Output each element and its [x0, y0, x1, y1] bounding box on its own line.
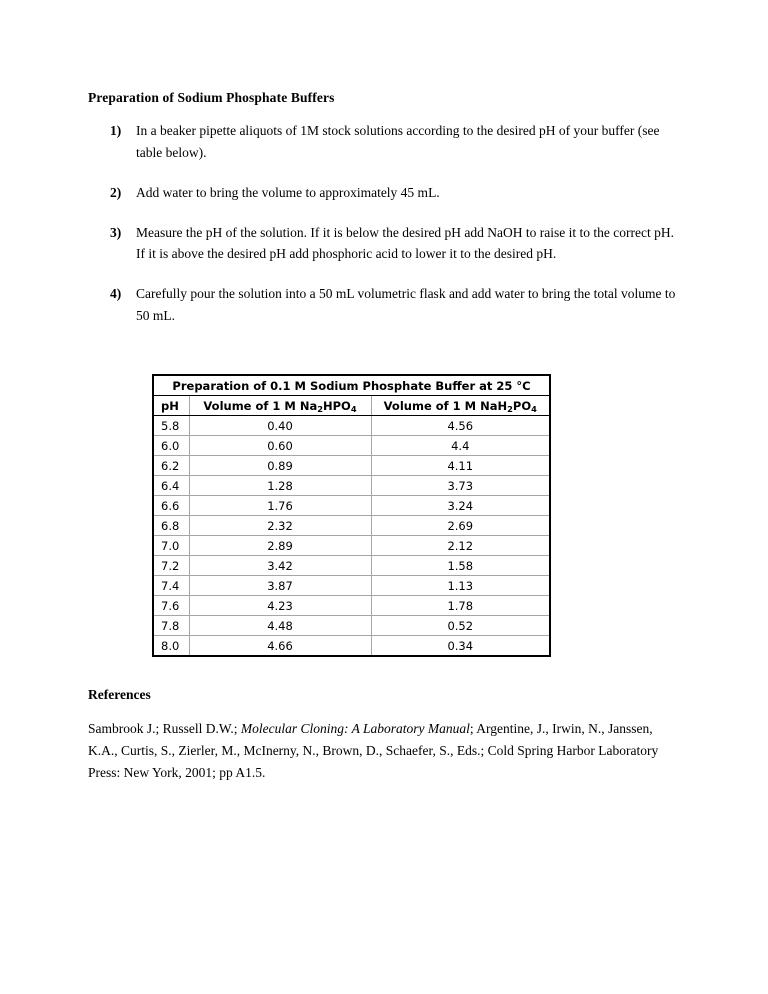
- cell-nah2po4: 1.78: [371, 596, 550, 616]
- list-item-marker: 3): [110, 224, 122, 240]
- table-row: [153, 516, 550, 536]
- cell-na2hpo4: 1.76: [189, 496, 371, 516]
- reference-publication-info: ; Argentine, J., Irwin, N., Janssen, K.A., Curtis, S., Zierler, M., McInerny, N., Brown, D., Schaefer, S., Eds.; Cold Spring Harbor Laboratory Press: New York, 2001; pp A1.5.: [88, 721, 659, 780]
- buffer-table-container: [152, 374, 549, 657]
- references-heading: References: [88, 687, 151, 702]
- list-item: [88, 120, 683, 164]
- table-row: [153, 456, 550, 476]
- cell-na2hpo4: 2.89: [189, 536, 371, 556]
- page-title: Preparation of Sodium Phosphate Buffers: [88, 90, 335, 105]
- cell-na2hpo4: 3.87: [189, 576, 371, 596]
- list-item: [88, 182, 683, 204]
- table-row: [153, 596, 550, 616]
- subscript-2: 2: [317, 403, 323, 414]
- table-row: [153, 636, 550, 657]
- cell-ph: 7.2: [153, 556, 189, 576]
- table-row: [153, 436, 550, 456]
- table-caption-row: [153, 375, 550, 396]
- cell-na2hpo4: 0.60: [189, 436, 371, 456]
- cell-na2hpo4: 2.32: [189, 516, 371, 536]
- table-row: [153, 576, 550, 596]
- cell-ph: 6.0: [153, 436, 189, 456]
- cell-ph: 7.0: [153, 536, 189, 556]
- table-row: [153, 556, 550, 576]
- list-item-text: In a beaker pipette aliquots of 1M stock solutions according to the desired pH of your buffer (see table below).: [136, 123, 660, 160]
- cell-nah2po4: 2.12: [371, 536, 550, 556]
- cell-na2hpo4: 0.89: [189, 456, 371, 476]
- cell-na2hpo4: 4.66: [189, 636, 371, 657]
- reference-title: Molecular Cloning: A Laboratory Manual: [240, 721, 470, 736]
- cell-na2hpo4: 3.42: [189, 556, 371, 576]
- cell-ph: 7.6: [153, 596, 189, 616]
- column-header-na2hpo4-prefix: Volume of 1 M Na: [203, 398, 318, 413]
- column-header-na2hpo4: [189, 396, 371, 416]
- column-header-nah2po4: [371, 396, 550, 416]
- cell-ph: 7.8: [153, 616, 189, 636]
- list-item-text: Measure the pH of the solution. If it is below the desired pH add NaOH to raise it to the correct pH. If it is above the desired pH add phosphoric acid to lower it to the desired pH.: [136, 224, 674, 262]
- procedure-list: [88, 120, 683, 345]
- table-row: [153, 416, 550, 436]
- cell-nah2po4: 3.73: [371, 476, 550, 496]
- column-header-ph: pH: [153, 396, 189, 416]
- cell-ph: 7.4: [153, 576, 189, 596]
- cell-ph: 5.8: [153, 416, 189, 436]
- column-header-nah2po4-prefix: Volume of 1 M NaH: [383, 398, 508, 413]
- reference-authors: Sambrook J.; Russell D.W.;: [88, 721, 241, 736]
- table-caption: Preparation of 0.1 M Sodium Phosphate Buffer at 25 °C: [153, 375, 550, 396]
- table-row: [153, 616, 550, 636]
- cell-nah2po4: 3.24: [371, 496, 550, 516]
- cell-na2hpo4: 4.48: [189, 616, 371, 636]
- cell-nah2po4: 1.58: [371, 556, 550, 576]
- reference-entry: [88, 718, 680, 784]
- table-row: [153, 496, 550, 516]
- column-header-nah2po4-mid: PO: [512, 398, 532, 413]
- buffer-table: [152, 374, 551, 657]
- cell-nah2po4: 0.52: [371, 616, 550, 636]
- list-item: [88, 222, 683, 266]
- cell-nah2po4: 0.34: [371, 636, 550, 657]
- column-header-na2hpo4-mid: HPO: [323, 398, 351, 413]
- table-row: [153, 536, 550, 556]
- cell-nah2po4: 4.56: [371, 416, 550, 436]
- cell-na2hpo4: 4.23: [189, 596, 371, 616]
- cell-ph: 6.8: [153, 516, 189, 536]
- cell-nah2po4: 1.13: [371, 576, 550, 596]
- subscript-2: 2: [507, 403, 513, 414]
- cell-ph: 8.0: [153, 636, 189, 657]
- cell-nah2po4: 2.69: [371, 516, 550, 536]
- cell-na2hpo4: 0.40: [189, 416, 371, 436]
- table-row: [153, 476, 550, 496]
- list-item-marker: 1): [110, 123, 122, 138]
- list-item-marker: 4): [110, 286, 122, 302]
- list-item-text: Carefully pour the solution into a 50 mL volumetric flask and add water to bring the total volume to 50 mL.: [136, 286, 676, 324]
- subscript-4: 4: [350, 403, 357, 414]
- cell-nah2po4: 4.4: [371, 436, 550, 456]
- cell-na2hpo4: 1.28: [189, 476, 371, 496]
- cell-ph: 6.6: [153, 496, 189, 516]
- cell-ph: 6.4: [153, 476, 189, 496]
- cell-ph: 6.2: [153, 456, 189, 476]
- subscript-4: 4: [531, 403, 537, 414]
- list-item: [88, 283, 683, 327]
- cell-nah2po4: 4.11: [371, 456, 550, 476]
- table-header-row: [153, 396, 550, 416]
- list-item-marker: 2): [110, 184, 122, 200]
- list-item-text: Add water to bring the volume to approximately 45 mL.: [136, 184, 440, 200]
